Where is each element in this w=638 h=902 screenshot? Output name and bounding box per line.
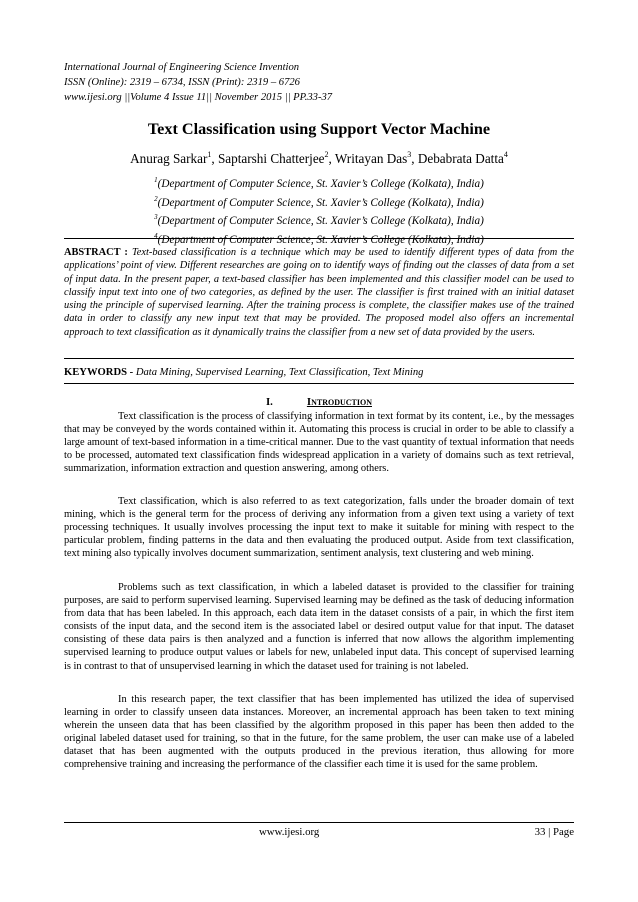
body-paragraph: Text classification is the process of classifying information in text format by its content, i.e., by the messages that may be conveyed by the words contained within it. Automating this process is crucial in order to be able to classify a large amount of text-based information in a time-critical manner. Due to the vast quantity of textual information that needs to be processed, automated text classification finds widespread application in a variety of domains such as text retrieval, summarization, information extraction and question answering, among others. xyxy=(64,411,574,475)
author-name: Anurag Sarkar xyxy=(130,151,208,166)
journal-name: International Journal of Engineering Science Invention xyxy=(64,62,300,73)
author-separator: , xyxy=(411,151,418,166)
abstract-block xyxy=(64,246,574,339)
affiliation-text: (Department of Computer Science, St. Xavier’s College (Kolkata), India) xyxy=(157,215,484,227)
affiliation-line xyxy=(0,192,638,211)
keywords-block xyxy=(64,366,574,380)
journal-issn: ISSN (Online): 2319 – 6734, ISSN (Print): 2319 – 6726 xyxy=(64,77,300,88)
keywords-text: Data Mining, Supervised Learning, Text Classification, Text Mining xyxy=(135,367,424,378)
journal-volume-info: www.ijesi.org ||Volume 4 Issue 11|| November 2015 || PP.33-37 xyxy=(64,92,333,103)
footer-rule xyxy=(64,822,574,823)
abstract-label: ABSTRACT : xyxy=(64,247,128,258)
author-affil-sup: 1 xyxy=(207,150,212,159)
body-paragraph: Problems such as text classification, in which a labeled dataset is provided to the classifier for training purposes, are said to perform supervised learning. Supervised learning may be defined as the task of deducing information from data that has been labeled. In this approach, each data item in the dataset consists of a pair, in which the first item consists of the input data, and the second item is the associated label or desired output value for that input. The dataset consisting of these data pairs is then analyzed and a function is inferred that now allows the algorithm implementing supervised learning to produce output values or labels for new, unlabeled input data. This concept of supervised learning is in contrast to that of unsupervised learning in which the dataset used for training is not labeled. xyxy=(64,582,574,672)
affiliation-sup: 3 xyxy=(154,213,158,221)
body-paragraph: In this research paper, the text classifier that has been implemented has utilized the idea of supervised learning in order to classify unseen data instances. Moreover, an incremental approach has been taken to text mining wherein the unseen data that has been classified by the algorithm proposed in this paper has been then added to the original labeled dataset used for training, so that in the future, for the same problem, the user can make use of a labeled dataset that has been augmented with the outputs produced in the previous iteration, thus allowing for more comprehensive training and increasing the performance of the classifier each time it is used for the same problem. xyxy=(64,694,574,771)
affiliation-sup: 1 xyxy=(154,176,158,184)
affiliation-list xyxy=(0,173,638,247)
author-affil-sup: 2 xyxy=(324,150,329,159)
section-heading xyxy=(0,396,638,408)
footer-website: www.ijesi.org xyxy=(259,826,320,838)
page-number: 33 | Page xyxy=(534,826,574,838)
journal-header xyxy=(64,60,584,105)
author-separator: , xyxy=(211,151,218,166)
abstract-top-rule xyxy=(64,238,574,239)
abstract-text: Text-based classification is a technique which may be used to identify different types of data from the applications’ point of view. Different researches are going on to identify ways of finding out the classes of data from a set of input data. In the present paper, a text-based classifier has been implemented and this classifier model can be used to classify input text into one of two categories, as defined by the user. The classifier is first trained with an initial dataset using the principle of supervised learning. After the training process is complete, the classifier makes use of the trained data in order to classify any new input text that may be provided. The proposed model also offers an incremental approach to text classification as it dynamically trains the classifier from a new set of data provided by the users. xyxy=(64,247,574,338)
affiliation-text: (Department of Computer Science, St. Xavier’s College (Kolkata), India) xyxy=(157,196,484,209)
author-name: Debabrata Datta xyxy=(417,151,504,166)
author-list xyxy=(0,150,638,167)
author-affil-sup: 3 xyxy=(407,150,412,159)
affiliation-line xyxy=(0,173,638,192)
section-title: Introduction xyxy=(306,396,372,408)
author-separator: , xyxy=(328,151,335,166)
author-name: Saptarshi Chatterjee xyxy=(217,151,325,166)
affiliation-text: (Department of Computer Science, St. Xavier’s College (Kolkata), India) xyxy=(157,233,484,246)
keywords-rule xyxy=(64,383,574,384)
affiliation-sup: 2 xyxy=(154,194,158,203)
affiliation-sup: 4 xyxy=(154,231,158,240)
body-paragraph: Text classification, which is also referred to as text categorization, falls under the broader domain of text mining, which is the general term for the process of deriving any information from a given text using a variety of text processing techniques. It usually involves processing the input text to make it suitable for mining with respect to the particular problem, finding patterns in the data and then evaluating the produced output. Aside from text classification, text mining also typically involves document summarization, sentiment analysis, text clustering and web mining. xyxy=(64,496,574,560)
paper-title: Text Classification using Support Vector Machine xyxy=(147,120,491,138)
abstract-bottom-rule xyxy=(64,358,574,359)
affiliation-text: (Department of Computer Science, St. Xavier’s College (Kolkata), India) xyxy=(157,178,484,190)
author-name: Writayan Das xyxy=(334,151,408,166)
affiliation-line xyxy=(0,210,638,229)
section-number: I. xyxy=(265,396,273,408)
author-affil-sup: 4 xyxy=(503,150,508,159)
keywords-label: KEYWORDS - xyxy=(64,367,134,378)
